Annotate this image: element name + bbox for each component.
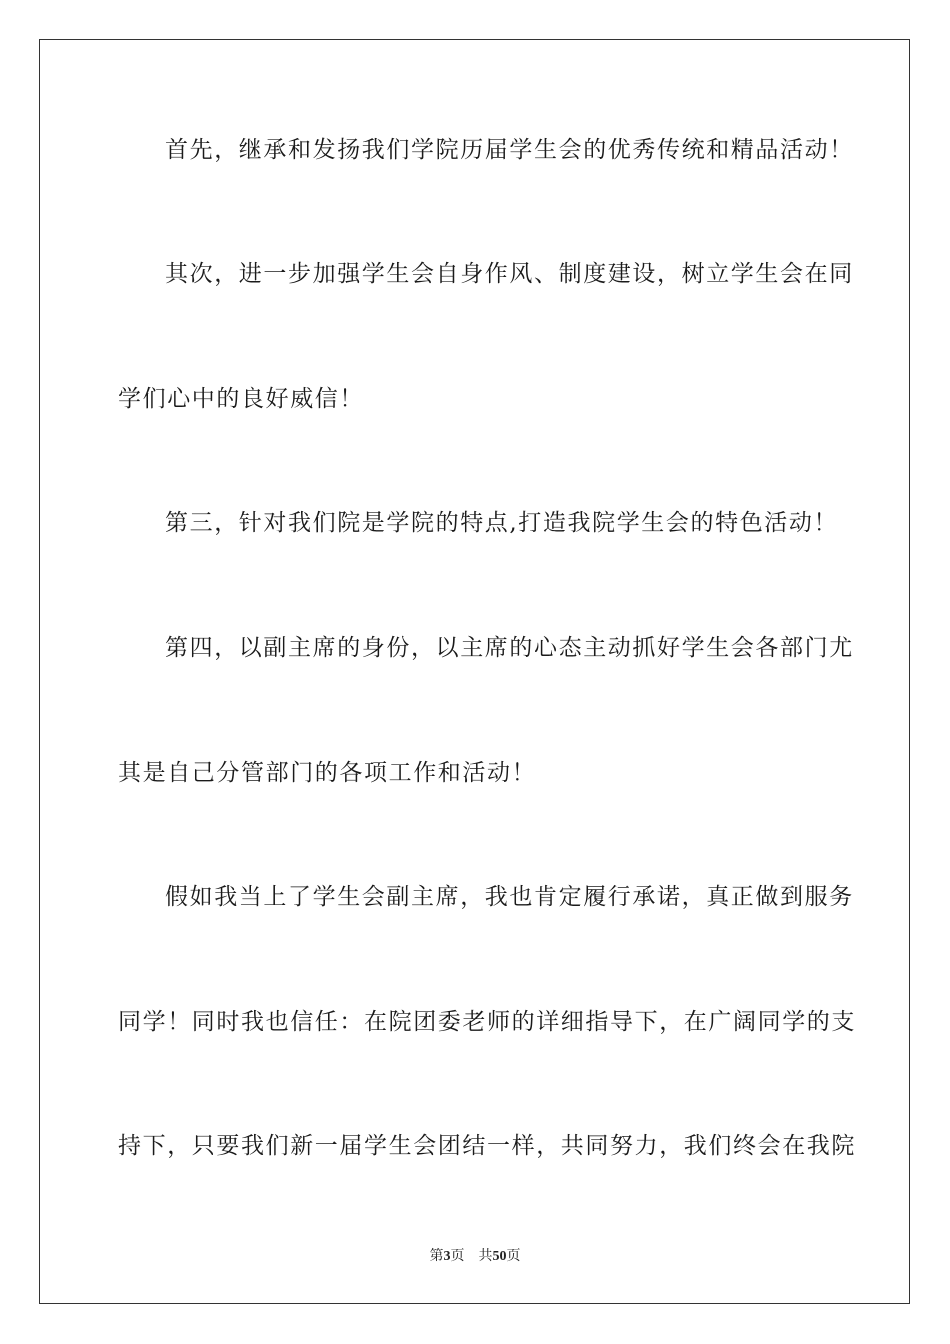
paragraph-line: 其是自己分管部门的各项工作和活动！ <box>118 760 537 786</box>
paragraph-line: 第四，以副主席的身份，以主席的心态主动抓好学生会各部门尤 <box>165 635 854 661</box>
total-prefix: 共 <box>478 1248 493 1264</box>
paragraph-line: 首先，继承和发扬我们学院历届学生会的优秀传统和精品活动！ <box>165 137 854 163</box>
paragraph-line: 其次，进一步加强学生会自身作风、制度建设，树立学生会在同 <box>165 261 854 287</box>
page-prefix: 第 <box>429 1248 444 1264</box>
total-pages: 50 <box>492 1249 507 1264</box>
paragraph-line: 同学！同时我也信任：在院团委老师的详细指导下，在广阔同学的支 <box>118 1009 856 1035</box>
total-suffix: 页 <box>506 1248 521 1264</box>
page-footer <box>0 1247 950 1266</box>
page-border <box>39 39 910 1304</box>
paragraph-line: 学们心中的良好威信！ <box>118 386 364 412</box>
paragraph-line: 持下，只要我们新一届学生会团结一样，共同努力，我们终会在我院 <box>118 1133 856 1159</box>
page-suffix: 页 <box>450 1248 465 1264</box>
page-number: 3 <box>443 1249 451 1264</box>
paragraph-line: 假如我当上了学生会副主席，我也肯定履行承诺，真正做到服务 <box>165 884 854 910</box>
paragraph-line: 第三，针对我们院是学院的特点,打造我院学生会的特色活动！ <box>165 510 839 536</box>
